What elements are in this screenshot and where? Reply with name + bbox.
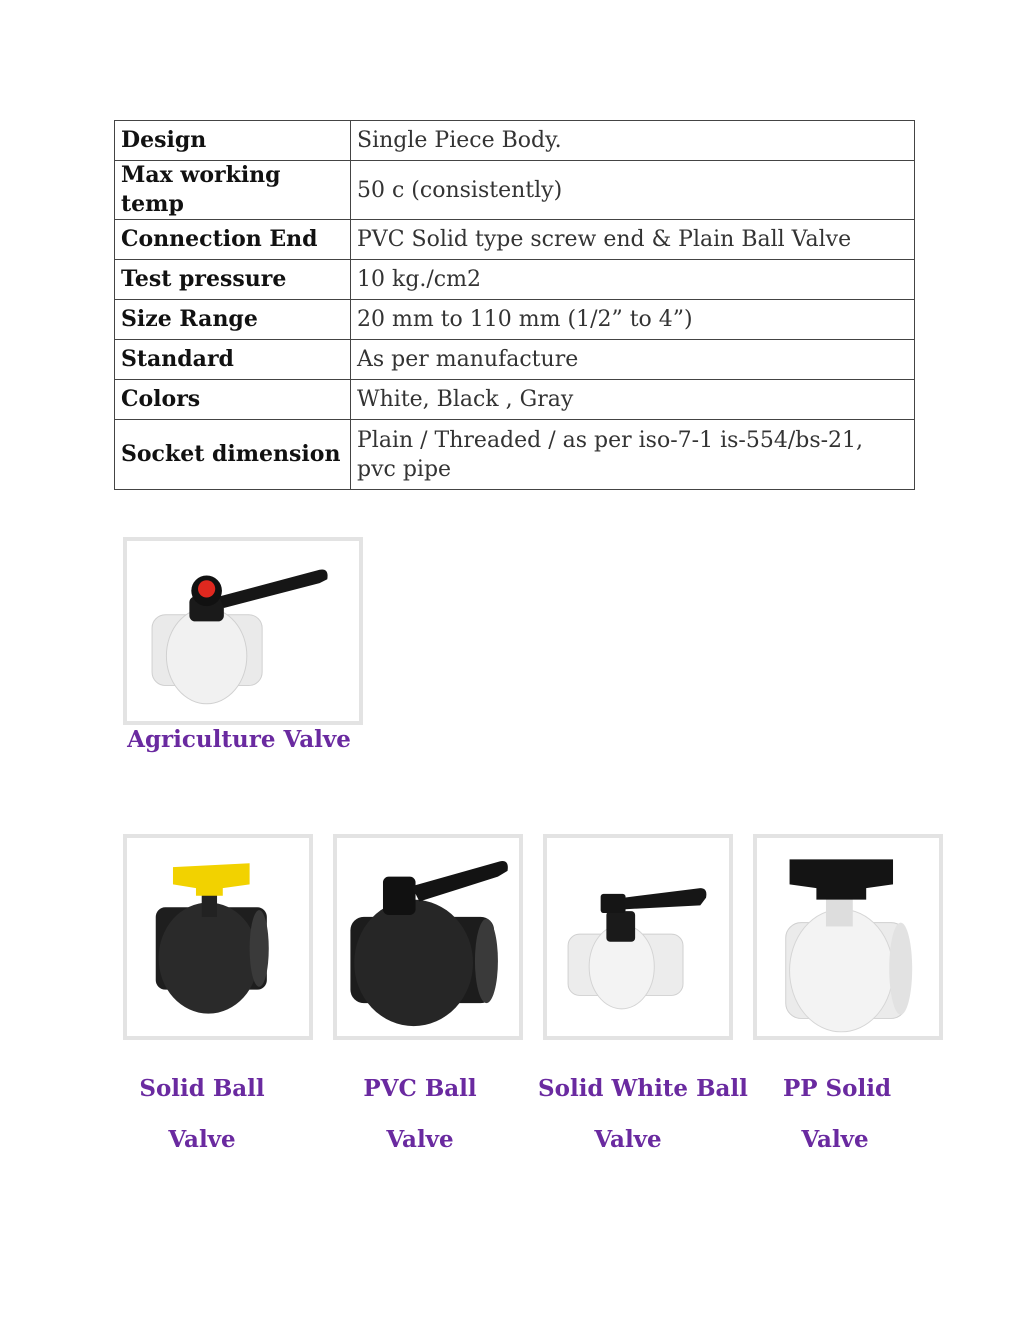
table-row: [115, 121, 915, 161]
product-caption-line2: Valve: [594, 1126, 662, 1153]
spec-value: Single Piece Body.: [351, 121, 915, 161]
table-row: [115, 300, 915, 340]
spec-value: 20 mm to 110 mm (1/2” to 4”): [351, 300, 915, 340]
specification-table: [114, 120, 915, 490]
solid-white-ball-valve-image: [543, 834, 733, 1040]
product-caption-line1: Solid Ball: [139, 1075, 265, 1102]
valve-illustration: [757, 838, 939, 1036]
spec-label: Max working temp: [115, 161, 351, 220]
valve-illustration: [127, 541, 359, 721]
spec-label: Colors: [115, 380, 351, 420]
spec-value: As per manufacture: [351, 340, 915, 380]
spec-label: Test pressure: [115, 260, 351, 300]
spec-label: Standard: [115, 340, 351, 380]
spec-value: 50 c (consistently): [351, 161, 915, 220]
product-caption-line2: Valve: [801, 1126, 869, 1153]
valve-illustration: [127, 838, 309, 1036]
spec-label: Design: [115, 121, 351, 161]
spec-label: Socket dimension: [115, 420, 351, 490]
table-row: [115, 420, 915, 490]
spec-value: PVC Solid type screw end & Plain Ball Valve: [351, 220, 915, 260]
valve-illustration: [337, 838, 519, 1036]
product-caption-line2: Valve: [386, 1126, 454, 1153]
valve-illustration: [547, 838, 729, 1036]
agriculture-valve-image: [123, 537, 363, 725]
table-row: [115, 380, 915, 420]
product-caption-line1: Solid White Ball: [538, 1075, 748, 1102]
spec-value: White, Black , Gray: [351, 380, 915, 420]
pvc-ball-valve-image: [333, 834, 523, 1040]
spec-label: Connection End: [115, 220, 351, 260]
table-row: [115, 220, 915, 260]
spec-value: 10 kg./cm2: [351, 260, 915, 300]
solid-ball-valve-image: [123, 834, 313, 1040]
product-caption-line1: PVC Ball: [363, 1075, 477, 1102]
product-caption-line1: PP Solid: [782, 1075, 892, 1102]
pp-solid-valve-image: [753, 834, 943, 1040]
spec-value: Plain / Threaded / as per iso-7-1 is-554/bs-21, pvc pipe: [351, 420, 915, 490]
table-row: [115, 161, 915, 220]
table-row: [115, 340, 915, 380]
table-row: [115, 260, 915, 300]
product-caption-line2: Valve: [168, 1126, 236, 1153]
agriculture-valve-caption: Agriculture Valve: [127, 726, 351, 753]
spec-label: Size Range: [115, 300, 351, 340]
